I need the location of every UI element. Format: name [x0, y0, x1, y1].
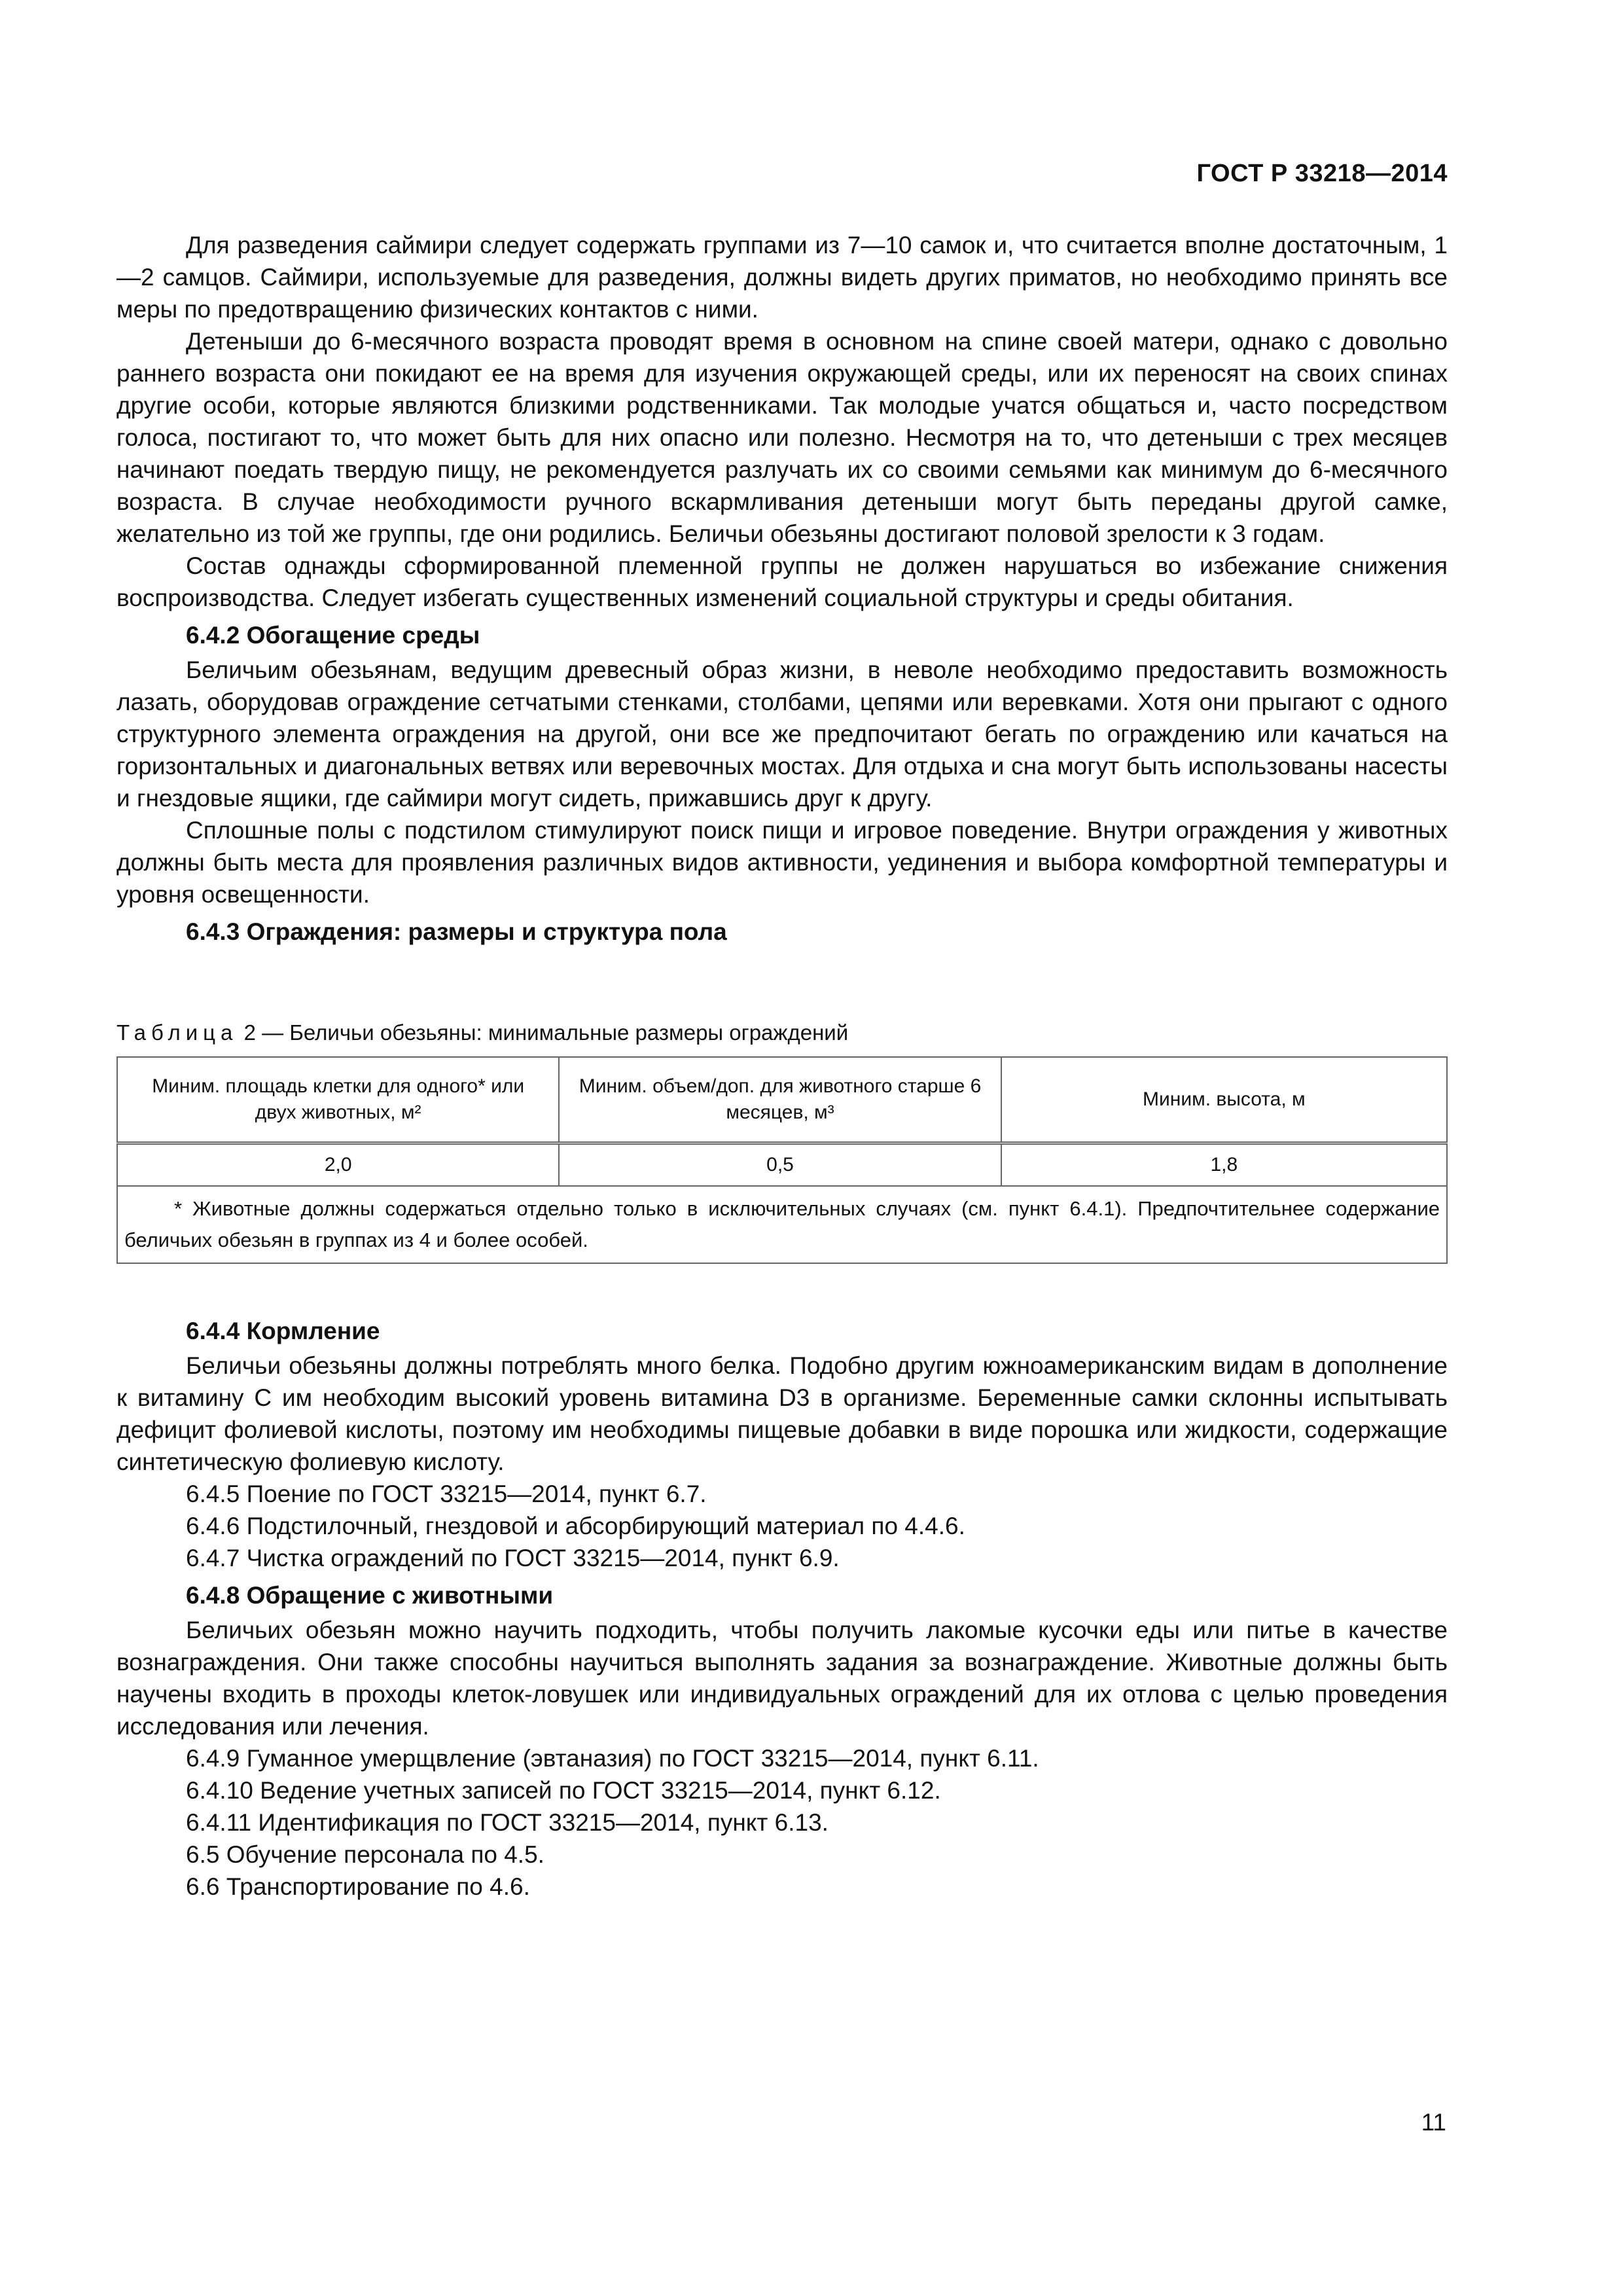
section-heading-6-4-3: 6.4.3 Ограждения: размеры и структура пола — [186, 918, 727, 945]
page-number: 11 — [1421, 2109, 1446, 2136]
table-caption-text: 2 — Беличьи обезьяны: минимальные размеры ограждений — [243, 1020, 849, 1045]
table-cell-volume: 0,5 — [559, 1143, 1001, 1187]
paragraph: Беличьих обезьян можно научить подходить, чтобы получить лакомые кусочки еды или питье в качестве вознаграждения. Они также способны научиться выполнять задания за вознаграждение. Животные должны быть научены входить в проходы клеток-ловушек или индивидуальных ограждений для их отлова с целью проведения исследования или лечения. — [116, 1617, 1448, 1740]
paragraph: Для разведения саймири следует содержать группами из 7—10 самок и, что считается вполне достаточным, 1—2 самцов. Саймири, используемые для разведения, должны видеть других приматов, но необходимо принять все меры по предотвращению физических контактов с ними. — [116, 232, 1448, 323]
table-header-area: Миним. площадь клетки для одного* или двух животных, м² — [117, 1057, 559, 1143]
paragraph: Сплошные полы с подстилом стимулируют поиск пищи и игровое поведение. Внутри ограждения у животных должны быть места для проявления различных видов активности, уединения и выбора комфортной температуры и уровня освещенности. — [116, 817, 1448, 908]
list-item: 6.5 Обучение персонала по 4.5. — [186, 1841, 544, 1868]
paragraph: Состав однажды сформированной племенной группы не должен нарушаться во избежание снижения воспроизводства. Следует избегать существенных изменений социальной структуры и среды обитания. — [116, 552, 1448, 611]
table-cell-area: 2,0 — [117, 1143, 559, 1187]
table-footnote — [117, 1186, 1447, 1263]
table-caption-label: Таблица — [116, 1020, 238, 1045]
list-item: 6.4.6 Подстилочный, гнездовой и абсорбирующий материал по 4.4.6. — [186, 1513, 965, 1539]
table-header-height: Миним. высота, м — [1001, 1057, 1447, 1143]
list-item: 6.4.9 Гуманное умерщвление (эвтаназия) по ГОСТ 33215—2014, пункт 6.11. — [186, 1745, 1039, 1772]
document-number-header: ГОСТ Р 33218—2014 — [1196, 160, 1448, 187]
list-item: 6.6 Транспортирование по 4.6. — [186, 1873, 530, 1900]
table-caption — [116, 1018, 1448, 1047]
section-heading-6-4-2: 6.4.2 Обогащение среды — [186, 622, 480, 649]
paragraph: Детеныши до 6-месячного возраста проводят время в основном на спине своей матери, однако с довольно раннего возраста они покидают ее на время для изучения окружающей среды, или их переносят на своих спинах другие особи, которые являются близкими родственниками. Так молодые учатся общаться и, часто посредством голоса, постигают то, что может быть для них опасно или полезно. Несмотря на то, что детеныши с трех месяцев начинают поедать твердую пищу, не рекомендуется разлучать их со своими семьями как минимум до 6-месячного возраста. В случае необходимости ручного вскармливания детеныши могут быть переданы другой самке, желательно из той же группы, где они родились. Беличьи обезьяны достигают половой зрелости к 3 годам. — [116, 328, 1448, 547]
enclosure-size-table — [116, 1056, 1448, 1264]
table-header-volume: Миним. объем/доп. для животного старше 6 месяцев, м³ — [559, 1057, 1001, 1143]
section-heading-6-4-8: 6.4.8 Обращение с животными — [186, 1582, 554, 1609]
list-item: 6.4.7 Чистка ограждений по ГОСТ 33215—2014, пункт 6.9. — [186, 1545, 840, 1571]
table-cell-height: 1,8 — [1001, 1143, 1447, 1187]
paragraph: Беличьим обезьянам, ведущим древесный образ жизни, в неволе необходимо предоставить возможность лазать, оборудовав ограждение сетчатыми стенками, столбами, цепями или веревками. Хотя они прыгают с одного структурного элемента ограждения на другой, они все же предпочитают бегать по ограждению или качаться на горизонтальных и диагональных ветвях или веревочных мостах. Для отдыха и сна могут быть использованы насесты и гнездовые ящики, где саймири могут сидеть, прижавшись друг к другу. — [116, 656, 1448, 812]
section-heading-6-4-4: 6.4.4 Кормление — [186, 1318, 380, 1344]
list-item: 6.4.10 Ведение учетных записей по ГОСТ 33215—2014, пункт 6.12. — [186, 1777, 941, 1804]
page-content — [116, 229, 1448, 1903]
paragraph: Беличьи обезьяны должны потреблять много белка. Подобно другим южноамериканским видам в дополнение к витамину С им необходим высокий уровень витамина D3 в организме. Беременные самки склонны испытывать дефицит фолиевой кислоты, поэтому им необходимы пищевые добавки в виде порошка или жидкости, содержащие синтетическую фолиевую кислоту. — [116, 1352, 1448, 1475]
list-item: 6.4.5 Поение по ГОСТ 33215—2014, пункт 6.7. — [186, 1480, 707, 1507]
list-item: 6.4.11 Идентификация по ГОСТ 33215—2014, пункт 6.13. — [186, 1809, 829, 1836]
table-footnote-text: * Животные должны содержаться отдельно только в исключительных случаях (см. пункт 6.4.1). Предпочтительнее содержание беличьих обезьян в группах из 4 и более особей. — [124, 1197, 1440, 1251]
